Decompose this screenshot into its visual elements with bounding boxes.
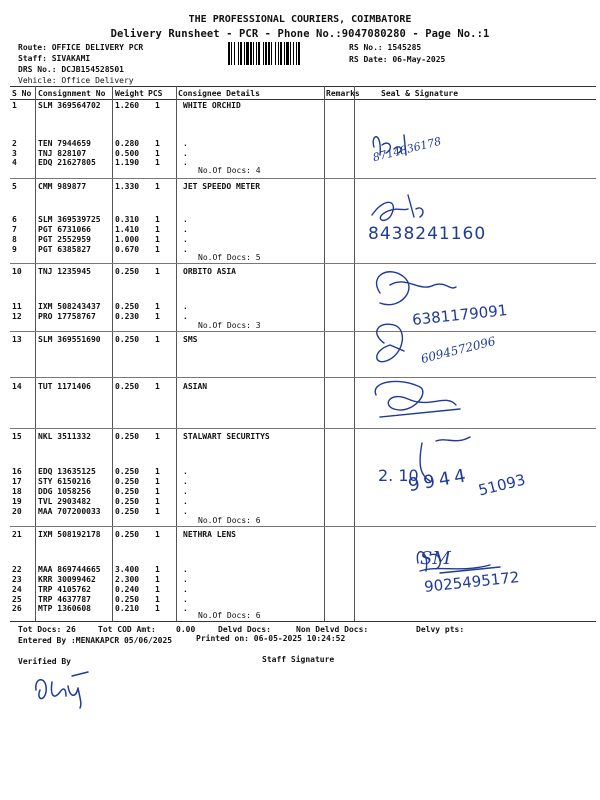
row-sno: 14 bbox=[12, 382, 22, 391]
total-cod-value: 0.00 bbox=[176, 625, 196, 634]
row-weight: 0.240 bbox=[115, 585, 140, 594]
row-sno: 7 bbox=[12, 225, 17, 234]
verified-signature bbox=[30, 668, 100, 712]
row-consignment-no: KRR 30099462 bbox=[38, 575, 96, 584]
row-pcs: 1 bbox=[155, 245, 160, 254]
col-sno: S No bbox=[12, 89, 32, 98]
row-pcs: 1 bbox=[155, 497, 160, 506]
row-pcs: 1 bbox=[155, 182, 160, 191]
row-consignment-no: SLM 369551690 bbox=[38, 335, 101, 344]
row-pcs: 1 bbox=[155, 585, 160, 594]
footer-rule bbox=[10, 621, 596, 622]
row-consignee-placeholder: . bbox=[183, 507, 188, 516]
signature-7-text-c: 51093 bbox=[476, 470, 528, 500]
row-consignment-no: TNJ 828107 bbox=[38, 149, 87, 158]
route-label: Route: OFFICE DELIVERY PCR bbox=[18, 43, 144, 52]
row-consignee-placeholder: . bbox=[183, 139, 188, 148]
total-docs: Tot Docs: 26 bbox=[18, 625, 76, 634]
row-sno: 13 bbox=[12, 335, 22, 344]
consignee-name: NETHRA LENS bbox=[183, 530, 236, 539]
row-pcs: 1 bbox=[155, 507, 160, 516]
row-sno: 23 bbox=[12, 575, 22, 584]
signature-8-number: 9025495172 bbox=[423, 568, 521, 596]
row-weight: 0.280 bbox=[115, 139, 140, 148]
docs-count: No.Of Docs: 4 bbox=[198, 166, 261, 175]
signature-8-mark: SM bbox=[420, 548, 451, 569]
row-consignment-no: TNJ 1235945 bbox=[38, 267, 91, 276]
row-sno: 5 bbox=[12, 182, 17, 191]
row-weight: 0.250 bbox=[115, 530, 140, 539]
row-consignee-placeholder: . bbox=[183, 158, 188, 167]
row-consignee-placeholder: . bbox=[183, 225, 188, 234]
row-weight: 0.250 bbox=[115, 595, 140, 604]
signature-7-text-b: 9944 bbox=[406, 464, 472, 497]
col-consignment: Consignment No bbox=[38, 89, 106, 98]
row-consignment-no: DDG 1058256 bbox=[38, 487, 91, 496]
col-remarks: Remarks bbox=[326, 89, 360, 98]
drs-number: DRS No.: DCJB154528501 bbox=[18, 65, 124, 74]
signature-5-scribble bbox=[375, 381, 460, 417]
row-sno: 17 bbox=[12, 477, 22, 486]
row-consignment-no: IXM 508192178 bbox=[38, 530, 101, 539]
row-sno: 24 bbox=[12, 585, 22, 594]
row-consignee-placeholder: . bbox=[183, 235, 188, 244]
row-consignment-no: PGT 6731066 bbox=[38, 225, 91, 234]
col-weight: Weight bbox=[115, 89, 144, 98]
consignee-name: ORBITO ASIA bbox=[183, 267, 236, 276]
row-sno: 2 bbox=[12, 139, 17, 148]
barcode bbox=[228, 42, 342, 65]
row-weight: 0.250 bbox=[115, 477, 140, 486]
row-pcs: 1 bbox=[155, 101, 160, 110]
row-pcs: 1 bbox=[155, 158, 160, 167]
header-bottom-rule bbox=[10, 99, 596, 100]
row-weight: 0.250 bbox=[115, 302, 140, 311]
delivered-docs: Delvd Docs: bbox=[218, 625, 271, 634]
col-divider-pcs bbox=[176, 86, 177, 621]
docs-count: No.Of Docs: 5 bbox=[198, 253, 261, 262]
docs-count: No.Of Docs: 6 bbox=[198, 516, 261, 525]
row-consignee-placeholder: . bbox=[183, 312, 188, 321]
row-weight: 0.250 bbox=[115, 507, 140, 516]
row-sno: 22 bbox=[12, 565, 22, 574]
row-weight: 3.400 bbox=[115, 565, 140, 574]
docs-count: No.Of Docs: 3 bbox=[198, 321, 261, 330]
row-weight: 0.250 bbox=[115, 497, 140, 506]
row-weight: 0.500 bbox=[115, 149, 140, 158]
row-pcs: 1 bbox=[155, 149, 160, 158]
staff-label: Staff: SIVAKAMI bbox=[18, 54, 91, 63]
consignee-name: SMS bbox=[183, 335, 198, 344]
docs-count: No.Of Docs: 6 bbox=[198, 611, 261, 620]
total-cod-label: Tot COD Amt: bbox=[98, 625, 156, 634]
row-consignment-no: TRP 4105762 bbox=[38, 585, 91, 594]
row-weight: 0.310 bbox=[115, 215, 140, 224]
entered-by: Entered By :MENAKAPCR 05/06/2025 bbox=[18, 636, 173, 645]
row-weight: 0.250 bbox=[115, 467, 140, 476]
col-divider-sno bbox=[35, 86, 36, 621]
signature-3-number: 6381179091 bbox=[411, 301, 509, 329]
signature-4-scribble bbox=[377, 324, 404, 361]
row-pcs: 1 bbox=[155, 530, 160, 539]
row-pcs: 1 bbox=[155, 432, 160, 441]
row-sno: 20 bbox=[12, 507, 22, 516]
row-consignee-placeholder: . bbox=[183, 467, 188, 476]
company-name: THE PROFESSIONAL COURIERS, COIMBATORE bbox=[188, 14, 412, 25]
row-weight: 1.190 bbox=[115, 158, 140, 167]
row-consignee-placeholder: . bbox=[183, 245, 188, 254]
row-consignee-placeholder: . bbox=[183, 575, 188, 584]
row-pcs: 1 bbox=[155, 487, 160, 496]
consignee-name: JET SPEEDO METER bbox=[183, 182, 261, 191]
row-weight: 1.410 bbox=[115, 225, 140, 234]
rs-number: RS No.: 1545285 bbox=[349, 43, 422, 52]
delivery-points: Delvy pts: bbox=[416, 625, 465, 634]
row-consignee-placeholder: . bbox=[183, 477, 188, 486]
row-consignee-placeholder: . bbox=[183, 487, 188, 496]
row-weight: 0.670 bbox=[115, 245, 140, 254]
row-weight: 1.260 bbox=[115, 101, 140, 110]
col-pcs: PCS bbox=[148, 89, 163, 98]
col-divider-consignment bbox=[112, 86, 113, 621]
signature-4-number: 6094572096 bbox=[419, 333, 497, 367]
signature-7-text-a: 2. 10 bbox=[378, 466, 419, 485]
row-sno: 19 bbox=[12, 497, 22, 506]
row-pcs: 1 bbox=[155, 467, 160, 476]
col-consignee: Consignee Details bbox=[178, 89, 260, 98]
row-sno: 18 bbox=[12, 487, 22, 496]
row-consignment-no: EDQ 13635125 bbox=[38, 467, 96, 476]
row-sno: 11 bbox=[12, 302, 22, 311]
row-pcs: 1 bbox=[155, 575, 160, 584]
row-pcs: 1 bbox=[155, 565, 160, 574]
row-sno: 8 bbox=[12, 235, 17, 244]
row-weight: 2.300 bbox=[115, 575, 140, 584]
row-weight: 0.250 bbox=[115, 267, 140, 276]
row-consignee-placeholder: . bbox=[183, 302, 188, 311]
row-sno: 25 bbox=[12, 595, 22, 604]
rs-date: RS Date: 06-May-2025 bbox=[349, 55, 446, 64]
verified-by-label: Verified By bbox=[18, 657, 71, 666]
row-consignment-no: MAA 707200033 bbox=[38, 507, 101, 516]
row-consignment-no: TRP 4637787 bbox=[38, 595, 91, 604]
signature-3-scribble bbox=[377, 272, 456, 305]
row-weight: 1.330 bbox=[115, 182, 140, 191]
row-consignment-no: MAA 869744665 bbox=[38, 565, 101, 574]
row-sno: 26 bbox=[12, 604, 22, 613]
row-weight: 0.250 bbox=[115, 382, 140, 391]
row-pcs: 1 bbox=[155, 225, 160, 234]
row-consignee-placeholder: . bbox=[183, 585, 188, 594]
row-pcs: 1 bbox=[155, 335, 160, 344]
row-sno: 1 bbox=[12, 101, 17, 110]
row-consignment-no: PRO 17758767 bbox=[38, 312, 96, 321]
col-divider-remarks bbox=[354, 86, 355, 621]
row-consignee-placeholder: . bbox=[183, 565, 188, 574]
row-sno: 15 bbox=[12, 432, 22, 441]
row-consignment-no: TUT 1171406 bbox=[38, 382, 91, 391]
row-consignee-placeholder: . bbox=[183, 149, 188, 158]
row-weight: 0.230 bbox=[115, 312, 140, 321]
consignee-name: ASIAN bbox=[183, 382, 208, 391]
row-consignee-placeholder: . bbox=[183, 604, 188, 613]
row-pcs: 1 bbox=[155, 235, 160, 244]
row-consignee-placeholder: . bbox=[183, 595, 188, 604]
row-pcs: 1 bbox=[155, 382, 160, 391]
row-sno: 6 bbox=[12, 215, 17, 224]
row-consignee-placeholder: . bbox=[183, 497, 188, 506]
row-consignment-no: PGT 2552959 bbox=[38, 235, 91, 244]
row-sno: 9 bbox=[12, 245, 17, 254]
signature-2-scribble bbox=[372, 195, 423, 220]
row-pcs: 1 bbox=[155, 595, 160, 604]
row-sno: 3 bbox=[12, 149, 17, 158]
col-divider-consignee bbox=[324, 86, 325, 621]
consignee-name: STALWART SECURITYS bbox=[183, 432, 270, 441]
handwritten-signatures bbox=[360, 125, 600, 625]
row-pcs: 1 bbox=[155, 267, 160, 276]
row-consignment-no: IXM 508243437 bbox=[38, 302, 101, 311]
row-pcs: 1 bbox=[155, 604, 160, 613]
row-consignment-no: CMM 989877 bbox=[38, 182, 87, 191]
row-weight: 1.000 bbox=[115, 235, 140, 244]
row-sno: 4 bbox=[12, 158, 17, 167]
row-consignment-no: TEN 7944659 bbox=[38, 139, 91, 148]
row-weight: 0.250 bbox=[115, 432, 140, 441]
row-consignee-placeholder: . bbox=[183, 215, 188, 224]
row-weight: 0.210 bbox=[115, 604, 140, 613]
col-seal-signature: Seal & Signature bbox=[381, 89, 459, 98]
row-weight: 0.250 bbox=[115, 335, 140, 344]
header-top-rule bbox=[10, 86, 596, 87]
row-sno: 21 bbox=[12, 530, 22, 539]
row-sno: 10 bbox=[12, 267, 22, 276]
row-consignment-no: SLM 369564702 bbox=[38, 101, 101, 110]
row-sno: 16 bbox=[12, 467, 22, 476]
non-delivered-docs: Non Delvd Docs: bbox=[296, 625, 369, 634]
row-pcs: 1 bbox=[155, 477, 160, 486]
row-pcs: 1 bbox=[155, 312, 160, 321]
printed-on: Printed on: 06-05-2025 10:24:52 bbox=[196, 634, 346, 643]
row-consignment-no: STY 6150216 bbox=[38, 477, 91, 486]
row-consignment-no: EDQ 21627805 bbox=[38, 158, 96, 167]
row-consignment-no: TVL 2903482 bbox=[38, 497, 91, 506]
row-consignment-no: NKL 3511332 bbox=[38, 432, 91, 441]
signature-2-number: 8438241160 bbox=[368, 224, 487, 244]
runsheet-title: Delivery Runsheet - PCR - Phone No.:9047080280 - Page No.:1 bbox=[110, 28, 490, 40]
staff-signature-label: Staff Signature bbox=[262, 655, 335, 664]
row-pcs: 1 bbox=[155, 302, 160, 311]
consignee-name: WHITE ORCHID bbox=[183, 101, 241, 110]
row-sno: 12 bbox=[12, 312, 22, 321]
row-pcs: 1 bbox=[155, 215, 160, 224]
signature-1-number: 8714836178 bbox=[371, 134, 443, 165]
row-consignment-no: PGT 6385827 bbox=[38, 245, 91, 254]
row-consignment-no: MTP 1360608 bbox=[38, 604, 91, 613]
row-weight: 0.250 bbox=[115, 487, 140, 496]
vehicle-label: Vehicle: Office Delivery bbox=[18, 76, 134, 85]
row-consignment-no: SLM 369539725 bbox=[38, 215, 101, 224]
row-pcs: 1 bbox=[155, 139, 160, 148]
